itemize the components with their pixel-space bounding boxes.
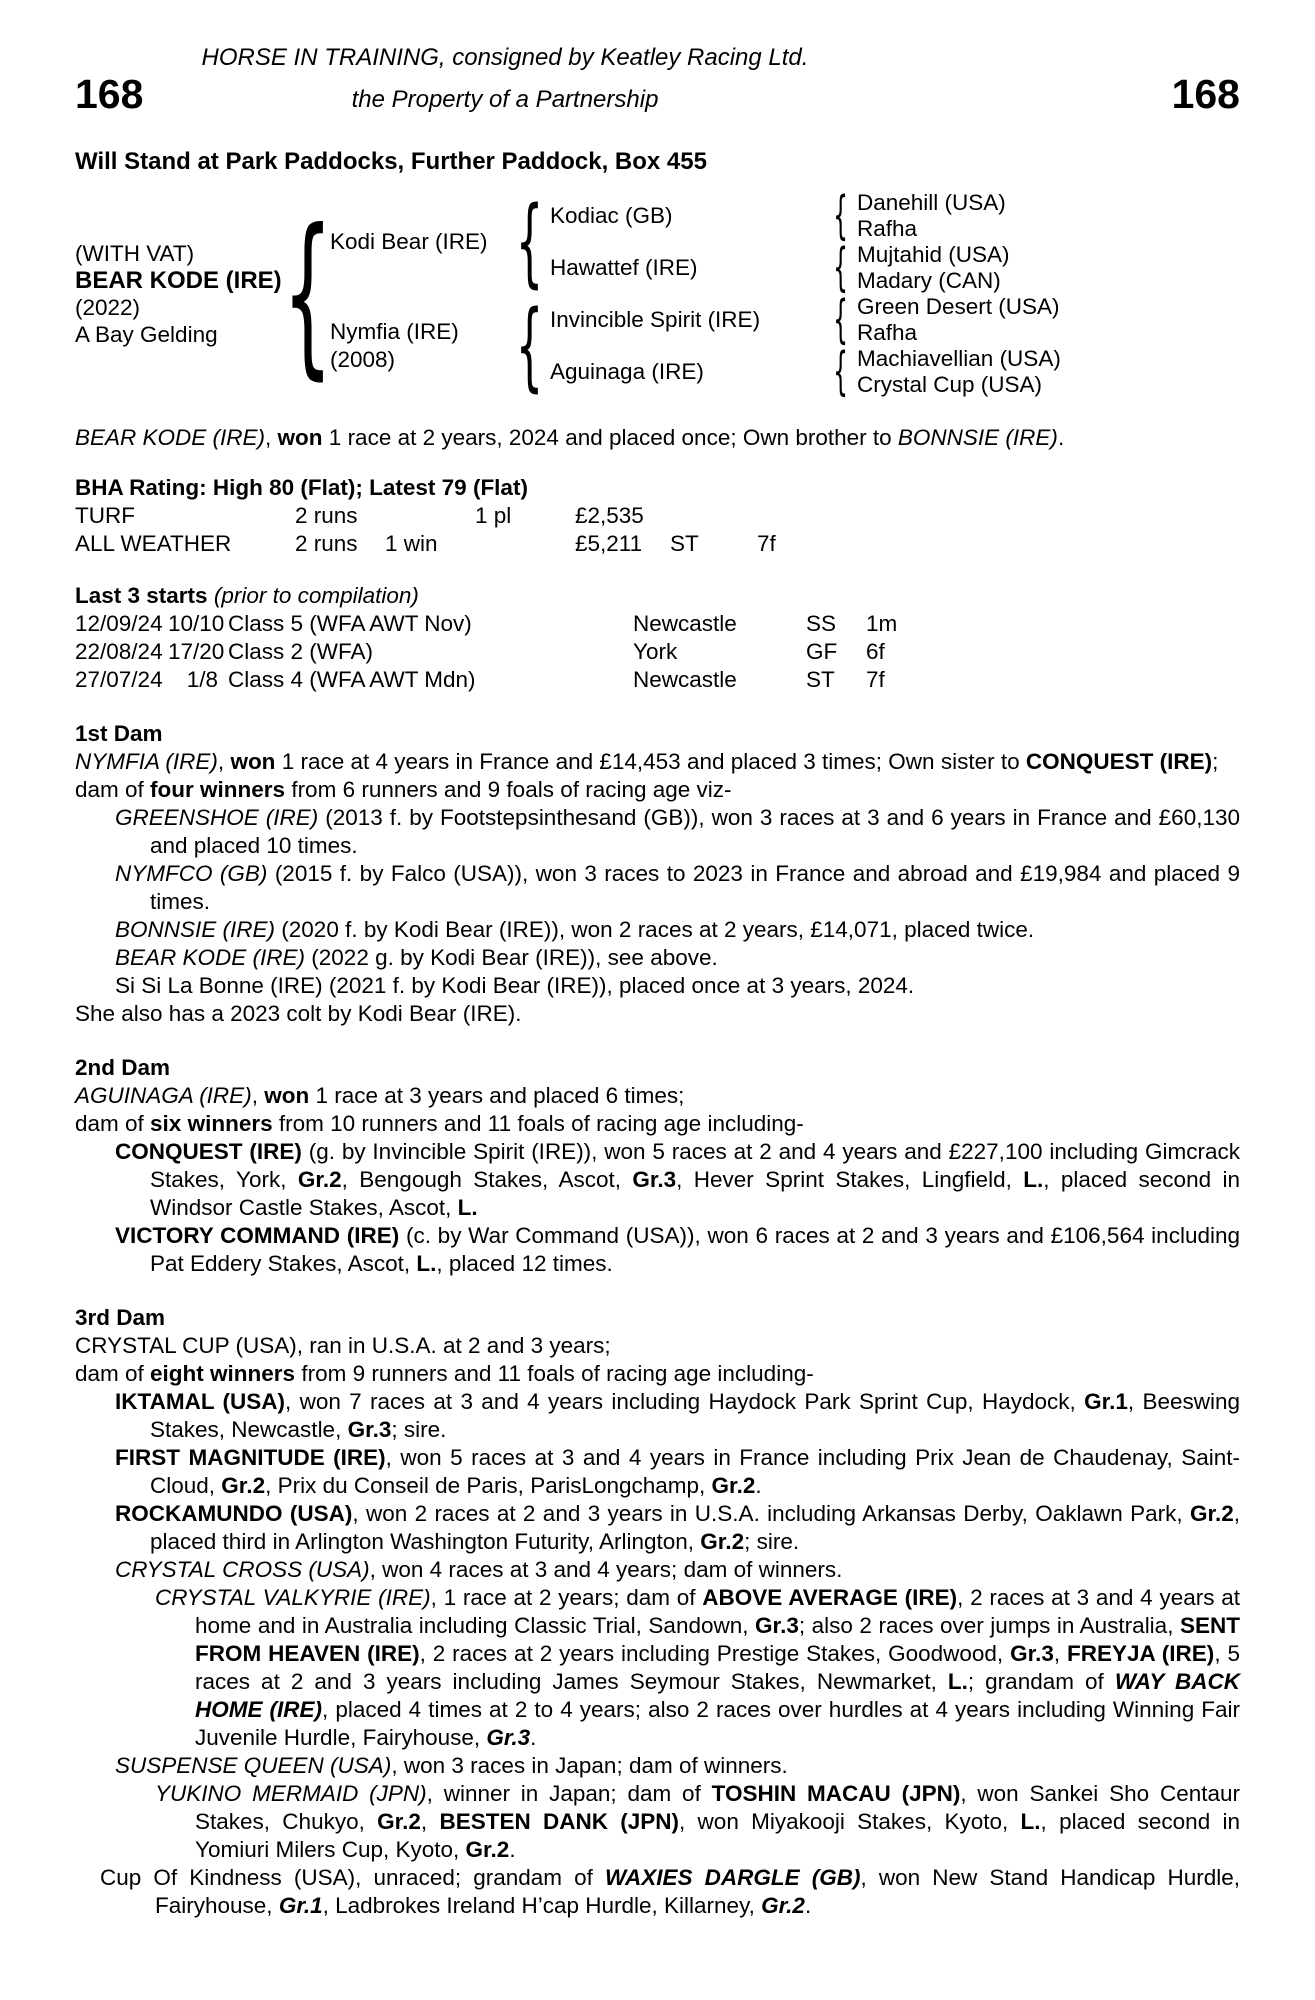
text-run: FREYJA (IRE) (1066, 1641, 1215, 1666)
lot-number-right: 168 (1171, 71, 1240, 117)
text-run: , placed 12 times. (436, 1251, 613, 1276)
text-run: 1 race at 3 years and placed 6 times; (309, 1083, 685, 1108)
text-run: Gr.2 (221, 1473, 266, 1498)
text-run: . (1057, 425, 1065, 450)
text-run: , Ladbrokes Ireland H’cap Hurdle, Killarney, (322, 1893, 762, 1918)
pedigree-paragraph (75, 972, 1240, 1000)
vat-note: (WITH VAT) (75, 241, 195, 266)
ancestor-name: Crystal Cup (USA) (857, 372, 1043, 397)
going-cell: ST (806, 667, 835, 692)
ancestor-name: Rafha (857, 216, 918, 241)
text-run: CONQUEST (IRE) (115, 1139, 302, 1164)
text-run: dam of (75, 1361, 151, 1386)
text-run: (2020 f. by Kodi Bear (IRE)), won 2 races at 2 years, £14,071, placed twice. (275, 917, 1035, 942)
going-cell: SS (806, 611, 837, 636)
text-run: CRYSTAL CUP (USA), ran in U.S.A. at 2 and 3 years; (75, 1333, 611, 1358)
text-run: , won Miyakooji Stakes, Kyoto, (679, 1809, 1021, 1834)
text-run: , won Sankei Sho Centaur Stakes, Chukyo, (195, 1781, 1241, 1834)
granddam-name: Aguinaga (IRE) (550, 359, 704, 384)
text-run: WAXIES DARGLE (GB) (605, 1865, 861, 1890)
text-run: Gr.2 (1189, 1501, 1234, 1526)
text-run: NYMFIA (IRE) (75, 749, 218, 774)
text-run: Si Si La Bonne (IRE) (2021 f. by Kodi Bear (IRE)), placed once at 3 years, 2024. (115, 973, 915, 998)
text-run: , (217, 749, 231, 774)
text-run: ; grandam of (967, 1669, 1115, 1694)
pedigree-paragraph (75, 804, 1240, 860)
last-start-row (75, 610, 1240, 638)
text-run: , placed second in Yomiuri Milers Cup, Kyoto, (195, 1809, 1240, 1862)
text-run: CRYSTAL VALKYRIE (IRE) (155, 1585, 431, 1610)
dam-name: Nymfia (IRE) (2008) (330, 319, 459, 372)
text-run: , won 7 races at 3 and 4 years including Haydock Park Sprint Cup, Haydock, (284, 1389, 1085, 1414)
bha-row-turf (75, 502, 1240, 530)
going-cell: GF (806, 639, 838, 664)
runs-cell: 2 runs (295, 503, 358, 528)
pedigree-paragraph (75, 1138, 1240, 1222)
distance-cell: 7f (757, 531, 776, 556)
last-starts-title: Last 3 starts (75, 583, 208, 608)
text-run: Gr.3 (632, 1167, 677, 1192)
text-run: , won 3 races in Japan; dam of winners. (391, 1753, 788, 1778)
text-run: , Hever Sprint Stakes, Lingfield, (676, 1167, 1024, 1192)
pedigree-paragraph (75, 1500, 1240, 1556)
text-run: , 5 races at 2 and 3 years including James Seymour Stakes, Newmarket, (195, 1641, 1240, 1694)
pedigree-paragraph (75, 1780, 1240, 1864)
text-run: ABOVE AVERAGE (IRE) (702, 1585, 958, 1610)
pedigree-brace-dam: { (516, 290, 544, 402)
text-run: , 2 races at 3 and 4 years at home and in Australia including Classic Trial, Sandown, (195, 1585, 1240, 1638)
text-run: L. (1023, 1167, 1044, 1192)
distance-cell: 7f (866, 667, 885, 692)
text-run: Gr.3 (486, 1725, 531, 1750)
page-header (75, 44, 1240, 146)
section-heading: 1st Dam (75, 721, 163, 746)
text-run: AGUINAGA (IRE) (75, 1083, 252, 1108)
text-run: (2013 f. by Footstepsinthesand (GB)), won 3 races at 3 and 6 years in France and £60,130 and placed 10 times. (150, 805, 1240, 858)
pedigree-paragraph (75, 1444, 1240, 1500)
wins-cell: 1 win (385, 531, 438, 556)
granddam-name: Hawattef (IRE) (550, 255, 698, 280)
grandsire-name: Invincible Spirit (IRE) (550, 307, 761, 332)
going-cell (670, 502, 757, 530)
pedigree-brace-sire: { (516, 186, 544, 298)
ancestor-name: Mujtahid (USA) (857, 242, 1010, 267)
race-cell: Class 5 (WFA AWT Nov) (228, 611, 472, 636)
text-run: , won 4 races at 3 and 4 years; dam of winners. (369, 1557, 843, 1582)
text-run: L. (1020, 1809, 1041, 1834)
text-run: , won 2 races at 2 and 3 years in U.S.A. including Arkansas Derby, Oaklawn Park, (352, 1501, 1190, 1526)
text-run: CRYSTAL CROSS (USA) (115, 1557, 370, 1582)
subject-block (75, 190, 285, 398)
last-starts-subtitle: (prior to compilation) (213, 583, 419, 608)
pedigree-paragraph (75, 1752, 1240, 1780)
section-body (75, 748, 1240, 1028)
distance-cell: 6f (866, 639, 885, 664)
pedigree-paragraph (75, 1864, 1240, 1920)
last-start-row (75, 638, 1240, 666)
pedigree-paragraph (75, 748, 1240, 776)
text-run: , Bengough Stakes, Ascot, (341, 1167, 633, 1192)
text-run: NYMFCO (GB) (115, 861, 268, 886)
text-run: BEAR KODE (IRE) (75, 425, 266, 450)
pedigree-paragraph (75, 916, 1240, 944)
text-run: GREENSHOE (IRE) (115, 805, 319, 830)
bha-row-all-weather (75, 530, 1240, 558)
race-cell: Class 2 (WFA) (228, 639, 374, 664)
text-run: BESTEN DANK (JPN) (439, 1809, 680, 1834)
section-heading: 3rd Dam (75, 1305, 166, 1330)
text-run: Gr.2 (700, 1529, 745, 1554)
ancestor-name: Danehill (USA) (857, 190, 1006, 215)
text-run: dam of (75, 1111, 151, 1136)
text-run: ; (1212, 749, 1219, 774)
text-run: (g. by Invincible Spirit (IRE)), won 5 races at 2 and 4 years and £227,100 including Gimcrack Stakes, York, (150, 1139, 1240, 1192)
pedigree-paragraph (75, 1222, 1240, 1278)
bha-rating-block (75, 474, 1240, 558)
position-cell: 17/20 (168, 639, 225, 664)
text-run: , winner in Japan; dam of (426, 1781, 712, 1806)
text-run: FIRST MAGNITUDE (IRE) (115, 1445, 386, 1470)
going-cell: ST (670, 531, 699, 556)
text-run: six winners (150, 1111, 273, 1136)
places-cell (475, 530, 575, 558)
text-run: , won 5 races at 3 and 4 years in France including Prix Jean de Chaudenay, Saint-Cloud, (150, 1445, 1240, 1498)
text-run: Gr.3 (347, 1417, 392, 1442)
text-run: , (251, 1083, 265, 1108)
text-run: won (277, 425, 323, 450)
text-run: . (509, 1837, 516, 1862)
text-run: from 6 runners and 9 foals of racing age viz- (285, 777, 732, 802)
text-run: Gr.2 (297, 1167, 342, 1192)
text-run: Gr.1 (278, 1893, 323, 1918)
text-run: L. (457, 1195, 478, 1220)
text-run: L. (416, 1251, 437, 1276)
text-run: four winners (150, 777, 286, 802)
pedigree-table (75, 186, 1240, 402)
text-run: (2022 g. by Kodi Bear (IRE)), see above. (305, 945, 718, 970)
text-run: won (264, 1083, 310, 1108)
text-run: (c. by War Command (USA)), won 6 races at 2 and 3 years and £106,564 including Pat Eddery Stakes, Ascot, (150, 1223, 1240, 1276)
pedigree-paragraph (75, 1082, 1240, 1110)
text-run: . (530, 1725, 537, 1750)
last-starts-block (75, 582, 1240, 694)
text-run: ; sire. (744, 1529, 800, 1554)
text-run: SENT FROM HEAVEN (IRE) (195, 1613, 1240, 1666)
bha-rating-heading: BHA Rating: High 80 (Flat); Latest 79 (Flat) (75, 475, 528, 500)
places-cell: 1 pl (475, 503, 512, 528)
race-cell: Class 4 (WFA AWT Mdn) (228, 667, 476, 692)
text-run: Gr.2 (377, 1809, 421, 1834)
surface-cell: TURF (75, 503, 135, 528)
text-run: Gr.2 (465, 1837, 510, 1862)
second-dam-section (75, 1054, 1240, 1278)
text-run: Gr.3 (755, 1613, 799, 1638)
pedigree-paragraph (75, 1110, 1240, 1138)
text-run: , (265, 425, 278, 450)
course-cell: Newcastle (633, 611, 737, 636)
sire-name: Kodi Bear (IRE) (330, 229, 488, 254)
text-run: , placed 4 times at 2 to 4 years; also 2 races over hurdles at 4 years including Winning Fair Juvenile Hurdle, Fairyhouse, (195, 1697, 1240, 1750)
pedigree-paragraph (75, 1556, 1240, 1584)
position-cell: 1/8 (186, 667, 218, 692)
text-run: SUSPENSE QUEEN (USA) (115, 1753, 392, 1778)
pedigree-paragraph (75, 944, 1240, 972)
lot-number-left: 168 (75, 71, 144, 117)
text-run: BEAR KODE (IRE) (115, 945, 306, 970)
stand-line: Will Stand at Park Paddocks, Further Paddock, Box 455 (75, 148, 707, 175)
text-run: (2015 f. by Falco (USA)), won 3 races to 2023 in France and abroad and £19,984 and placed 9 times. (150, 861, 1240, 914)
horse-description: A Bay Gelding (75, 322, 218, 347)
text-run: She also has a 2023 colt by Kodi Bear (IRE). (75, 1001, 522, 1026)
text-run: BONNSIE (IRE) (897, 425, 1058, 450)
pedigree-paragraph (75, 1000, 1240, 1028)
text-run: TOSHIN MACAU (JPN) (711, 1781, 961, 1806)
section-heading: 2nd Dam (75, 1055, 171, 1080)
earnings-cell: £2,535 (575, 503, 644, 528)
pedigree-brace-small: { (833, 342, 849, 402)
text-run: , Beeswing Stakes, Newcastle, (150, 1389, 1241, 1442)
third-dam-section (75, 1304, 1240, 1920)
text-run: dam of (75, 777, 151, 802)
pedigree-paragraph (75, 776, 1240, 804)
text-run: Gr.3 (1010, 1641, 1054, 1666)
last-start-row (75, 666, 1240, 694)
text-run: BONNSIE (IRE) (115, 917, 276, 942)
surface-cell: ALL WEATHER (75, 531, 232, 556)
text-run: , placed third in Arlington Washington Futurity, Arlington, (150, 1501, 1240, 1554)
pedigree-brace-small: { (833, 290, 849, 350)
consignment-line: HORSE IN TRAINING, consigned by Keatley Racing Ltd. (201, 44, 809, 71)
wins-cell (385, 502, 475, 530)
earnings-cell: £5,211 (575, 531, 643, 556)
property-line: the Property of a Partnership (351, 86, 659, 113)
pedigree-brace-small: { (833, 238, 849, 298)
date-cell: 27/07/24 (75, 667, 163, 692)
ancestor-name: Machiavellian (USA) (857, 346, 1061, 371)
horse-name: BEAR KODE (IRE) (75, 267, 282, 294)
text-run: , 1 race at 2 years; dam of (430, 1585, 703, 1610)
pedigree-paragraph (75, 1332, 1240, 1360)
text-run: Gr.1 (1084, 1389, 1128, 1414)
text-run: YUKINO MERMAID (JPN) (155, 1781, 427, 1806)
text-run: 1 race at 2 years, 2024 and placed once; Own brother to (322, 425, 898, 450)
text-run: Gr.2 (711, 1473, 756, 1498)
pedigree-paragraph (75, 1584, 1240, 1752)
text-run: . (755, 1473, 762, 1498)
text-run: 1 race at 4 years in France and £14,453 and placed 3 times; Own sister to (275, 749, 1026, 774)
foal-year: (2022) (75, 295, 141, 320)
ancestor-name: Green Desert (USA) (857, 294, 1060, 319)
text-run: Gr.2 (761, 1893, 805, 1918)
text-run: ; also 2 races over jumps in Australia, (798, 1613, 1180, 1638)
text-run: , 2 races at 2 years including Prestige Stakes, Goodwood, (419, 1641, 1011, 1666)
text-run: . (804, 1893, 812, 1918)
race-summary (75, 424, 1240, 452)
section-body (75, 1332, 1240, 1920)
pedigree-paragraph (75, 1388, 1240, 1444)
text-run: eight winners (150, 1361, 296, 1386)
text-run: IKTAMAL (USA) (115, 1389, 285, 1414)
pedigree-paragraph (75, 1360, 1240, 1388)
runs-cell: 2 runs (295, 531, 358, 556)
text-run: L. (947, 1669, 968, 1694)
text-run: from 10 runners and 11 foals of racing age including- (272, 1111, 804, 1136)
text-run: WAY BACK HOME (IRE) (195, 1669, 1241, 1722)
first-dam-section (75, 720, 1240, 1028)
text-run: Cup Of Kindness (USA), unraced; grandam of (100, 1865, 605, 1890)
date-cell: 22/08/24 (75, 639, 163, 664)
course-cell: York (633, 639, 678, 664)
text-run: , (1053, 1641, 1067, 1666)
text-run: ROCKAMUNDO (USA) (115, 1501, 353, 1526)
text-run: , placed second in Windsor Castle Stakes, Ascot, (150, 1167, 1240, 1220)
text-run: , (420, 1809, 440, 1834)
position-cell: 10/10 (168, 611, 225, 636)
section-body (75, 1082, 1240, 1278)
pedigree-paragraph (75, 860, 1240, 916)
ancestor-name: Rafha (857, 320, 918, 345)
date-cell: 12/09/24 (75, 611, 163, 636)
course-cell: Newcastle (633, 667, 737, 692)
ancestor-name: Madary (CAN) (857, 268, 1001, 293)
distance-cell (757, 502, 1240, 530)
text-run: , Prix du Conseil de Paris, ParisLongchamp, (265, 1473, 712, 1498)
last-starts-heading (75, 582, 1240, 610)
text-run: CONQUEST (IRE) (1025, 749, 1213, 774)
grandsire-name: Kodiac (GB) (550, 203, 673, 228)
text-run: , won New Stand Handicap Hurdle, Fairyhouse, (155, 1865, 1240, 1918)
text-run: VICTORY COMMAND (IRE) (115, 1223, 400, 1248)
text-run: from 9 runners and 11 foals of racing age including- (295, 1361, 814, 1386)
text-run: won (230, 749, 276, 774)
pedigree-brace-small: { (833, 186, 849, 246)
distance-cell: 1m (866, 611, 898, 636)
pedigree-brace-main: { (282, 192, 333, 396)
text-run: ; sire. (391, 1417, 447, 1442)
